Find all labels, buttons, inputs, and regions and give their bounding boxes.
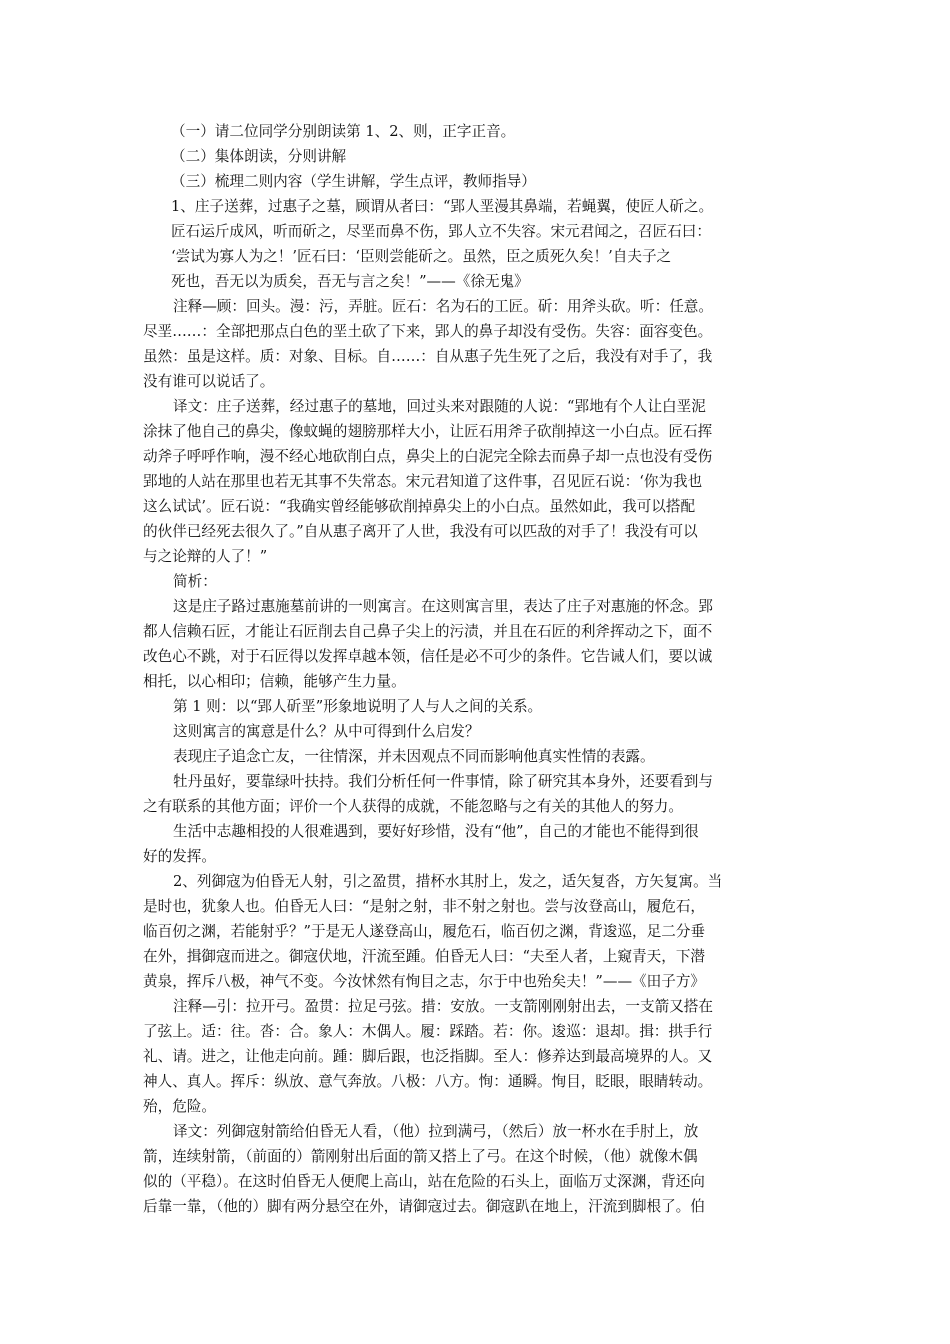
text-line: 简析： — [173, 573, 217, 590]
text-line: 死也，吾无以为质矣，吾无与言之矣！”——《徐无鬼》 — [171, 273, 529, 290]
text-line: 礼、请。进之，让他走向前。踵：脚后跟，也泛指脚。至人：修养达到最高境界的人。又 — [143, 1048, 713, 1065]
text-line: 了弦上。适：往。沓：合。象人：木偶人。履：踩踏。若：你。逡巡：退却。揖：拱手行 — [143, 1023, 713, 1040]
text-line: 动斧子呼呼作响，漫不经心地砍削白点，鼻尖上的白泥完全除去而鼻子却一点也没有受伤 — [143, 448, 713, 465]
text-line: 表现庄子追念亡友，一往情深，并未因观点不同而影响他真实性情的表露。 — [173, 748, 655, 765]
text-line: 1、庄子送葬，过惠子之墓，顾谓从者曰：“郢人垩漫其鼻端，若蝇翼，使匠人斫之。 — [171, 198, 714, 215]
text-line: 之有联系的其他方面；评价一个人获得的成就，不能忽略与之有关的其他人的努力。 — [143, 798, 683, 815]
text-line: 似的（平稳）。在这时伯昏无人便爬上高山，站在危险的石头上，面临万丈深渊，背还向 — [143, 1173, 705, 1190]
text-line: 是时也，犹象人也。伯昏无人曰：“是射之射，非不射之射也。尝与汝登高山，履危石， — [143, 898, 706, 915]
text-line: 改色心不跳，对于石匠得以发挥卓越本领，信任是必不可少的条件。它告诫人们，要以诚 — [143, 648, 713, 665]
text-line: （三）梳理二则内容（学生讲解，学生点评，教师指导） — [171, 173, 536, 190]
text-line: 匠石运斤成风，听而斫之，尽垩而鼻不伤，郢人立不失容。宋元君闻之，召匠石曰： — [171, 223, 711, 240]
document-body — [143, 119, 810, 1219]
text-line: 注释—引：拉开弓。盈贯：拉足弓弦。措：安放。一支箭刚刚射出去，一支箭又搭在 — [173, 998, 713, 1015]
text-line: 译文：列御寇射箭给伯昏无人看，（他）拉到满弓，（然后）放一杯水在手肘上，放 — [173, 1123, 699, 1140]
text-line: 译文：庄子送葬，经过惠子的墓地，回过头来对跟随的人说：“郢地有个人让白垩泥 — [173, 398, 706, 415]
text-line: （一）请二位同学分别朗读第 1、2、则，正字正音。 — [171, 123, 516, 140]
text-line: 郢地的人站在那里也若无其事不失常态。宋元君知道了这件事，召见匠石说：‘你为我也 — [143, 473, 703, 490]
text-line: 牡丹虽好，要靠绿叶扶持。我们分析任何一件事情，除了研究其本身外，还要看到与 — [173, 773, 713, 790]
text-line: 第 1 则：以“郢人斫垩”形象地说明了人与人之间的关系。 — [173, 698, 543, 715]
text-line: 箭，连续射箭，（前面的）箭刚射出后面的箭又搭上了弓。在这个时候，（他）就像木偶 — [143, 1148, 698, 1165]
text-line: 都人信赖石匠，才能让石匠削去自己鼻子尖上的污渍，并且在石匠的利斧挥动之下，面不 — [143, 623, 713, 640]
text-line: 2、列御寇为伯昏无人射，引之盈贯，措杯水其肘上，发之，适矢复沓，方矢复寓。当 — [173, 873, 723, 890]
text-line: 的伙伴已经死去很久了。”自从惠子离开了人世，我没有可以匹敌的对手了！我没有可以 — [143, 523, 698, 540]
text-line: 黄泉，挥斥八极，神气不变。今汝怵然有恂目之志，尔于中也殆矣夫！”——《田子方》 — [143, 973, 706, 990]
text-line: （二）集体朗读，分则讲解 — [171, 148, 347, 165]
text-line: 没有谁可以说话了。 — [143, 373, 275, 390]
text-line: ‘尝试为寡人为之！’匠石曰：‘臣则尝能斫之。虽然，臣之质死久矣！’自夫子之 — [171, 248, 672, 265]
text-line: 与之论辩的人了！” — [143, 548, 268, 565]
text-line: 涂抹了他自己的鼻尖，像蚊蝇的翅膀那样大小，让匠石用斧子砍削掉这一小白点。匠石挥 — [143, 423, 713, 440]
text-line: 尽垩……：全部把那点白色的垩土砍了下来，郢人的鼻子却没有受伤。失容：面容变色。 — [143, 323, 713, 340]
text-line: 临百仞之渊，若能射乎？”于是无人遂登高山，履危石，临百仞之渊，背逡巡，足二分垂 — [143, 923, 706, 940]
text-line: 注释—顾：回头。漫：污，弄脏。匠石：名为石的工匠。斫：用斧头砍。听：任意。 — [173, 298, 713, 315]
text-line: 后靠一靠，（他的）脚有两分悬空在外，请御寇过去。御寇趴在地上，汗流到脚根了。伯 — [143, 1198, 705, 1215]
text-line: 好的发挥。 — [143, 848, 216, 865]
text-line: 在外，揖御寇而进之。御寇伏地，汗流至踵。伯昏无人曰：“夫至人者，上窥青天，下潜 — [143, 948, 706, 965]
text-line: 这则寓言的寓意是什么？从中可得到什么启发？ — [173, 723, 480, 740]
text-line: 这么试试’。匠石说：“我确实曾经能够砍削掉鼻尖上的小白点。虽然如此，我可以搭配 — [143, 498, 696, 515]
text-line: 殆，危险。 — [143, 1098, 216, 1115]
text-line: 神人、真人。挥斥：纵放、意气奔放。八极：八方。恂：通瞬。恂目，眨眼，眼睛转动。 — [143, 1073, 713, 1090]
text-line: 相托，以心相印；信赖，能够产生力量。 — [143, 673, 406, 690]
text-line: 虽然：虽是这样。质：对象、目标。自……：自从惠子先生死了之后，我没有对手了，我 — [143, 348, 713, 365]
text-line: 生活中志趣相投的人很难遇到，要好好珍惜，没有“他”，自己的才能也不能得到很 — [173, 823, 699, 840]
text-line: 这是庄子路过惠施墓前讲的一则寓言。在这则寓言里，表达了庄子对惠施的怀念。郢 — [173, 598, 713, 615]
